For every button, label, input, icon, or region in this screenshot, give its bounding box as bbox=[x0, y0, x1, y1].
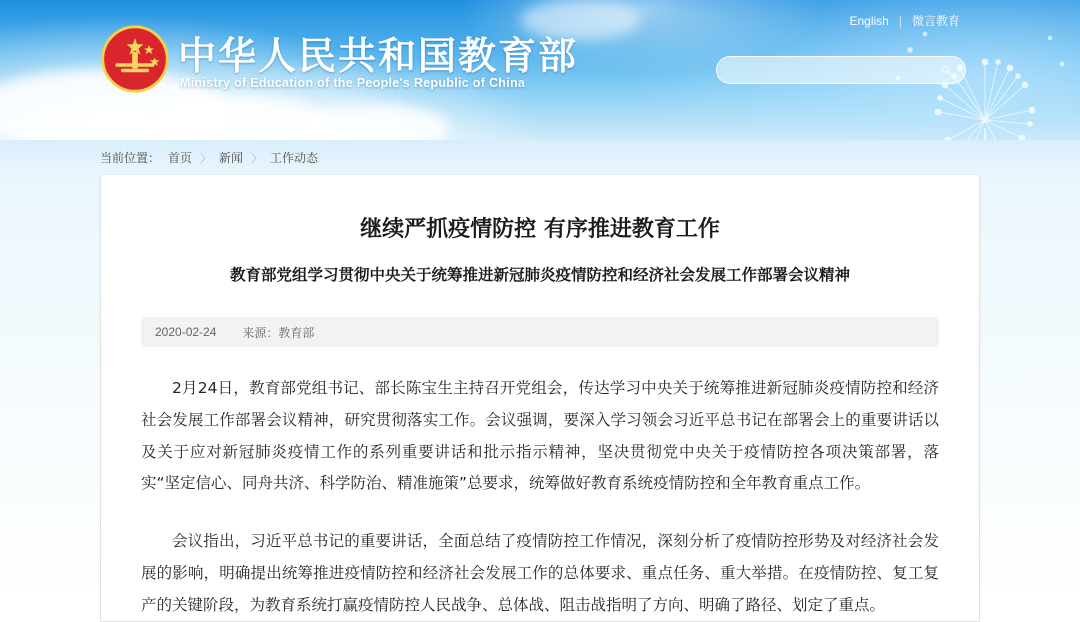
search-button[interactable] bbox=[935, 59, 957, 81]
top-links-separator: | bbox=[898, 13, 902, 28]
article-paragraph: 2月24日，教育部党组书记、部长陈宝生主持召开党组会，传达学习中央关于统筹推进新冠肺炎疫情防控和经济社会发展工作部署会议精神，研究贯彻落实工作。会议强调，要深入学习领会习近平总书记在部署会上的重要讲话以及关于应对新冠肺炎疫情工作的系列重要讲话和批示指示精神，坚决贯彻党中央关于疫情防控各项决策部署，落实“坚定信心、同舟共济、科学防治、精准施策”总要求，统筹做好教育系统疫情防控和全年教育重点工作。 bbox=[141, 379, 939, 493]
cloud-decoration bbox=[300, 105, 450, 140]
article-title: 继续严抓疫情防控 有序推进教育工作 bbox=[360, 217, 720, 242]
article-date: 2020-02-24 bbox=[155, 325, 217, 340]
site-header-banner bbox=[0, 0, 1080, 140]
breadcrumb-arrow-icon: 〉 bbox=[251, 152, 263, 165]
breadcrumb-item-home[interactable]: 首页 bbox=[168, 151, 193, 165]
search-box[interactable] bbox=[716, 56, 966, 84]
link-weiyan-jiaoyu[interactable]: 微言教育 bbox=[911, 14, 960, 28]
breadcrumb-item-work-updates[interactable]: 工作动态 bbox=[270, 151, 319, 165]
site-title-cn: 中华人民共和国教育部 bbox=[178, 34, 579, 78]
article-card bbox=[100, 175, 980, 622]
article-body bbox=[141, 373, 939, 621]
top-links bbox=[850, 12, 961, 29]
link-english[interactable]: English bbox=[849, 13, 889, 28]
article-source: 来源：教育部 bbox=[242, 325, 315, 340]
site-title-en: Ministry of Education of the People's Republic of China bbox=[180, 76, 526, 90]
breadcrumb-item-news[interactable]: 新闻 bbox=[219, 151, 244, 165]
national-emblem-icon bbox=[100, 24, 170, 94]
article-paragraph: 会议指出，习近平总书记的重要讲话，全面总结了疫情防控工作情况，深刻分析了疫情防控形势及对经济社会发展的影响，明确提出统筹推进疫情防控和经济社会发展工作的总体要求、重点任务、重大举措。在疫情防控、复工复产的关键阶段，为教育系统打赢疫情防控人民战争、总体战、阻击战指明了方向、明确了路径、划定了重点。 bbox=[141, 532, 939, 614]
article-meta-bar bbox=[141, 317, 939, 347]
search-icon bbox=[941, 61, 951, 79]
breadcrumb-arrow-icon: 〉 bbox=[200, 152, 212, 165]
breadcrumb-prefix: 当前位置： bbox=[100, 151, 161, 165]
breadcrumb-bar bbox=[0, 140, 1080, 175]
breadcrumb bbox=[100, 149, 318, 166]
search-input[interactable] bbox=[731, 62, 935, 78]
article-subtitle: 教育部党组学习贯彻中央关于统筹推进新冠肺炎疫情防控和经济社会发展工作部署会议精神 bbox=[229, 265, 850, 284]
